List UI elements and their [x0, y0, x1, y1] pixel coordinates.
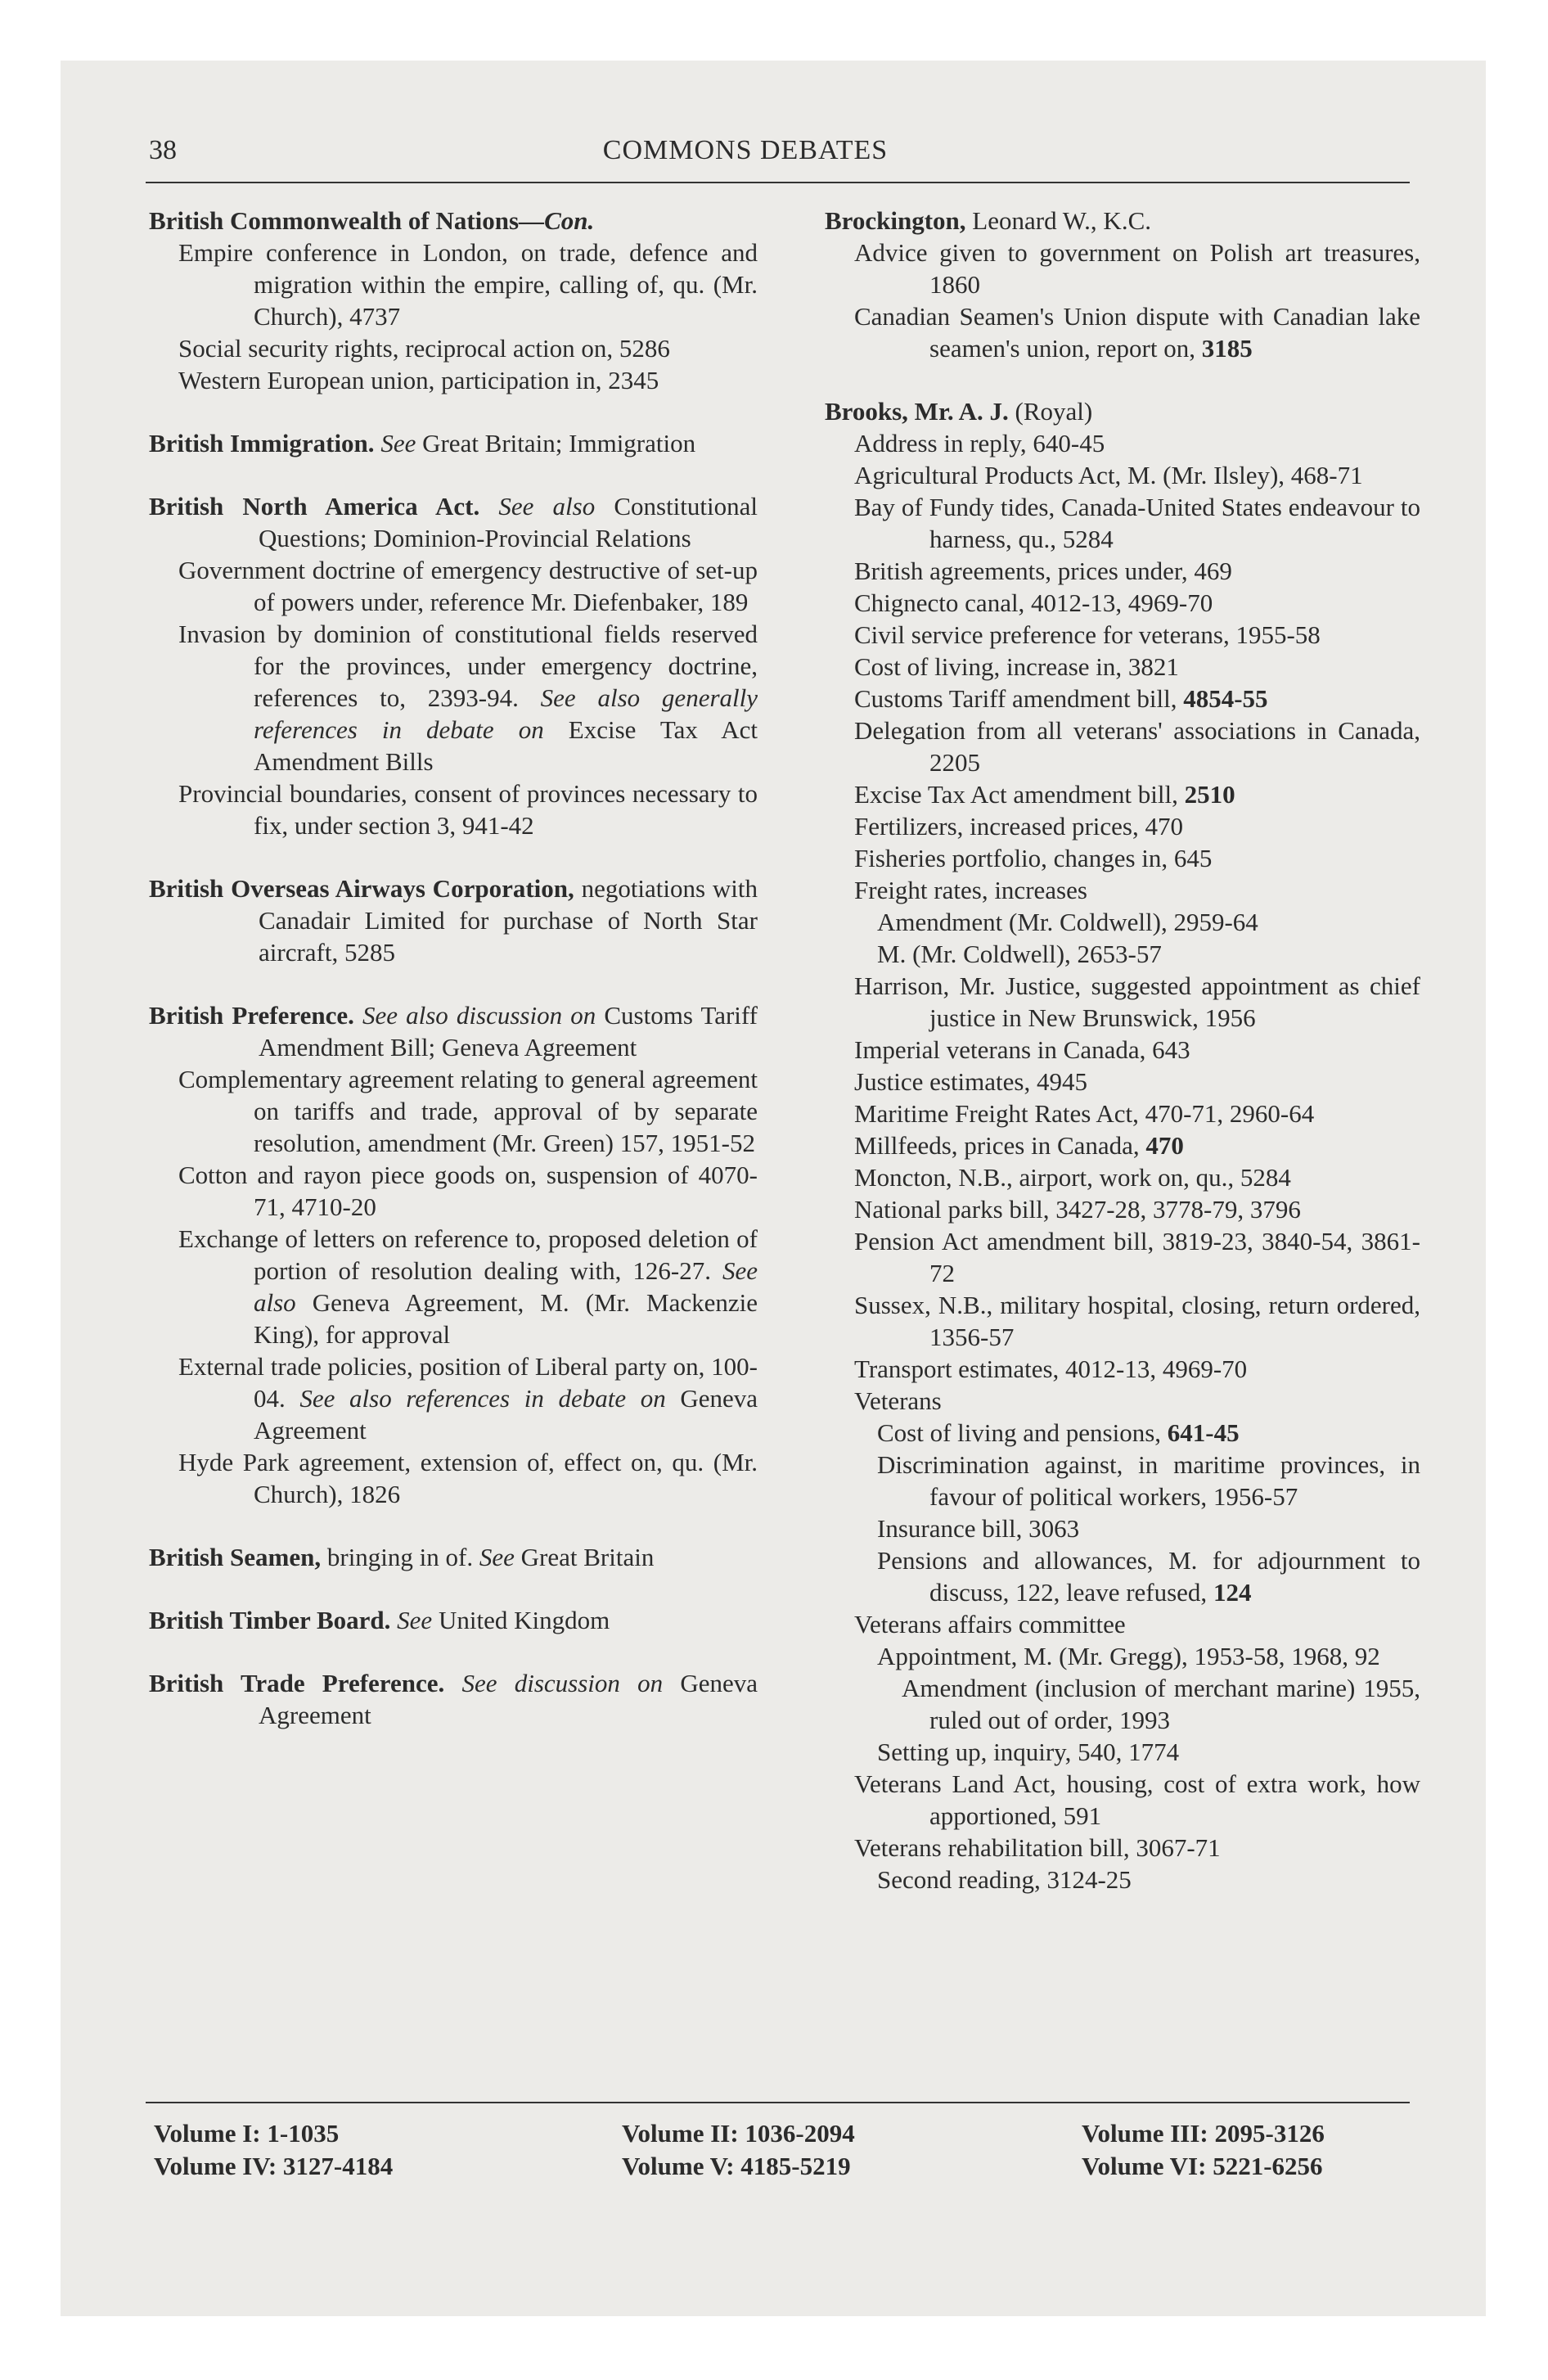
index-entry: [149, 1604, 758, 1636]
subentry: Complementary agreement relating to general agreement on tariffs and trade, approval of by separate resolution, amendment (Mr. Green) 157, 1951-52: [178, 1065, 758, 1157]
subentry: Provincial boundaries, consent of provinces necessary to fix, under section 3, 941-42: [178, 779, 758, 840]
right-column: [825, 205, 1420, 1927]
index-entry: [149, 490, 758, 841]
subentry: Delegation from all veterans' associations in Canada, 2205: [854, 716, 1420, 777]
subentry: British agreements, prices under, 469: [854, 557, 1232, 585]
subentry: Imperial veterans in Canada, 643: [854, 1035, 1190, 1064]
subentry: Fisheries portfolio, changes in, 645: [854, 844, 1213, 872]
left-column: [149, 205, 758, 1762]
subentry: Moncton, N.B., airport, work on, qu., 5284: [854, 1163, 1291, 1192]
volume-label: Volume V: 4185-5219: [622, 2152, 851, 2180]
index-entry: [149, 1667, 758, 1731]
subentry: Invasion by dominion of constitutional fields reserved for the provinces, under emergency doctrine, references to, 2393-94. See also generally references in debate on Excise Tax Act Amendment Bills: [178, 620, 758, 776]
entry-heading: British Trade Preference. See discussion on Geneva Agreement: [149, 1669, 758, 1729]
header-rule: [146, 182, 1410, 183]
subentry: Civil service preference for veterans, 1955-58: [854, 620, 1321, 649]
subentry: Chignecto canal, 4012-13, 4969-70: [854, 588, 1213, 617]
subentry: M. (Mr. Coldwell), 2653-57: [877, 940, 1162, 968]
subentry: Setting up, inquiry, 540, 1774: [877, 1738, 1180, 1766]
subentry: External trade policies, position of Liberal party on, 100-04. See also references in debate on Geneva Agreement: [178, 1352, 758, 1445]
subentry: Insurance bill, 3063: [877, 1514, 1080, 1543]
entry-heading: British Immigration. See Great Britain; Immigration: [149, 429, 696, 458]
subentry: Millfeeds, prices in Canada, 470: [854, 1131, 1184, 1160]
subentry: Fertilizers, increased prices, 470: [854, 812, 1183, 841]
subentry: Veterans: [854, 1386, 942, 1415]
subentry: Cost of living and pensions, 641-45: [877, 1418, 1240, 1447]
volume-label: Volume IV: 3127-4184: [154, 2152, 394, 2180]
index-entry: [149, 1541, 758, 1573]
subentry: Veterans affairs committee: [854, 1610, 1126, 1639]
volume-label: Volume VI: 5221-6256: [1082, 2152, 1323, 2180]
entry-heading: British Commonwealth of Nations—Con.: [149, 206, 595, 235]
subentry: Freight rates, increases: [854, 876, 1087, 904]
volume-label: Volume I: 1-1035: [154, 2119, 340, 2148]
footer-rule: [146, 2102, 1410, 2103]
subentry: Social security rights, reciprocal action on, 5286: [178, 334, 670, 363]
subentry: Empire conference in London, on trade, defence and migration within the empire, calling of, qu. (Mr. Church), 4737: [178, 238, 758, 331]
subentry: Cost of living, increase in, 3821: [854, 652, 1179, 681]
subentry: Pension Act amendment bill, 3819-23, 3840-54, 3861-72: [854, 1227, 1420, 1287]
subentry: Harrison, Mr. Justice, suggested appointment as chief justice in New Brunswick, 1956: [854, 971, 1420, 1032]
subentry: Pensions and allowances, M. for adjournment to discuss, 122, leave refused, 124: [877, 1546, 1420, 1607]
subentry: National parks bill, 3427-28, 3778-79, 3796: [854, 1195, 1301, 1224]
index-entry: [149, 427, 758, 459]
subentry: Advice given to government on Polish art treasures, 1860: [854, 238, 1420, 299]
subentry: Maritime Freight Rates Act, 470-71, 2960-64: [854, 1099, 1315, 1128]
page-title: COMMONS DEBATES: [602, 135, 889, 165]
page-number: 38: [149, 135, 177, 165]
subentry: Address in reply, 640-45: [854, 429, 1105, 458]
entry-heading: British Overseas Airways Corporation, negotiations with Canadair Limited for purchase of North Star aircraft, 5285: [149, 874, 758, 967]
subentry: Veterans rehabilitation bill, 3067-71: [854, 1833, 1221, 1862]
index-entry: [149, 999, 758, 1510]
subentry: Veterans Land Act, housing, cost of extra work, how apportioned, 591: [854, 1769, 1420, 1830]
subentry: Sussex, N.B., military hospital, closing, return ordered, 1356-57: [854, 1291, 1420, 1351]
subentry: Agricultural Products Act, M. (Mr. Ilsley), 468-71: [854, 461, 1363, 489]
entry-heading: British Timber Board. See United Kingdom: [149, 1606, 610, 1634]
page-header: [88, 135, 1403, 184]
subentry: Western European union, participation in, 2345: [178, 366, 659, 394]
subentry: Bay of Fundy tides, Canada-United States endeavour to harness, qu., 5284: [854, 493, 1420, 553]
entry-heading: British Preference. See also discussion on Customs Tariff Amendment Bill; Geneva Agreement: [149, 1001, 758, 1062]
subentry: Exchange of letters on reference to, proposed deletion of portion of resolution dealing with, 126-27. See also Geneva Agreement, M. (Mr. Mackenzie King), for approval: [178, 1224, 758, 1349]
index-entry: [825, 395, 1420, 1895]
subentry: Government doctrine of emergency destructive of set-up of powers under, reference Mr. Diefenbaker, 189: [178, 556, 758, 616]
volume-label: Volume II: 1036-2094: [622, 2119, 855, 2148]
subentry: Customs Tariff amendment bill, 4854-55: [854, 684, 1268, 713]
subentry: Excise Tax Act amendment bill, 2510: [854, 780, 1235, 809]
subentry: Transport estimates, 4012-13, 4969-70: [854, 1355, 1248, 1383]
subentry: Second reading, 3124-25: [877, 1865, 1132, 1894]
subentry: Amendment (inclusion of merchant marine) 1955, ruled out of order, 1993: [902, 1674, 1420, 1734]
entry-heading: Brooks, Mr. A. J. (Royal): [825, 397, 1093, 426]
subentry: Appointment, M. (Mr. Gregg), 1953-58, 1968, 92: [877, 1642, 1380, 1670]
subentry: Justice estimates, 4945: [854, 1067, 1087, 1096]
subentry: Canadian Seamen's Union dispute with Canadian lake seamen's union, report on, 3185: [854, 302, 1420, 363]
subentry: Discrimination against, in maritime provinces, in favour of political workers, 1956-57: [877, 1450, 1420, 1511]
subentry: Hyde Park agreement, extension of, effect on, qu. (Mr. Church), 1826: [178, 1448, 758, 1508]
entry-heading: British Seamen, bringing in of. See Great Britain: [149, 1543, 655, 1571]
index-entry: [149, 205, 758, 396]
index-entry: [825, 205, 1420, 364]
entry-heading: British North America Act. See also Constitutional Questions; Dominion-Provincial Relations: [149, 492, 758, 552]
volume-label: Volume III: 2095-3126: [1082, 2119, 1325, 2148]
subentry: Cotton and rayon piece goods on, suspension of 4070-71, 4710-20: [178, 1161, 758, 1221]
entry-heading: Brockington, Leonard W., K.C.: [825, 206, 1151, 235]
index-entry: [149, 872, 758, 968]
subentry: Amendment (Mr. Coldwell), 2959-64: [877, 908, 1258, 936]
